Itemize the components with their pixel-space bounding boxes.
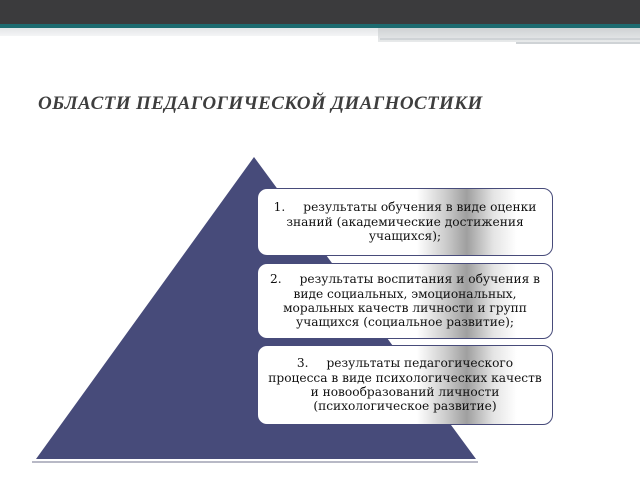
level-1-text: результаты обучения в виде оценки знаний (академические достижения учащихся); (286, 200, 537, 244)
pyramid-level-2 (257, 263, 553, 339)
level-3-number: 3. (296, 356, 309, 371)
level-3-text: результаты педагогического процесса в виде психологических качеств и новообразований личности (психологическое развитие) (268, 356, 542, 414)
pyramid-level-3 (257, 345, 553, 425)
pyramid-level-1 (257, 188, 553, 256)
level-3-text-block (266, 356, 544, 414)
pyramid-shadow (32, 461, 478, 463)
level-2-text-block (266, 272, 544, 330)
level-2-text: результаты воспитания и обучения в виде социальных, эмоциональных, моральных качеств личности и групп учащихся (социальное развитие); (283, 272, 541, 330)
slide-title: ОБЛАСТИ ПЕДАГОГИЧЕСКОЙ ДИАГНОСТИКИ (38, 93, 483, 114)
level-1-text-block (266, 200, 544, 243)
level-1-number: 1. (273, 200, 286, 215)
level-2-number: 2. (269, 272, 282, 287)
